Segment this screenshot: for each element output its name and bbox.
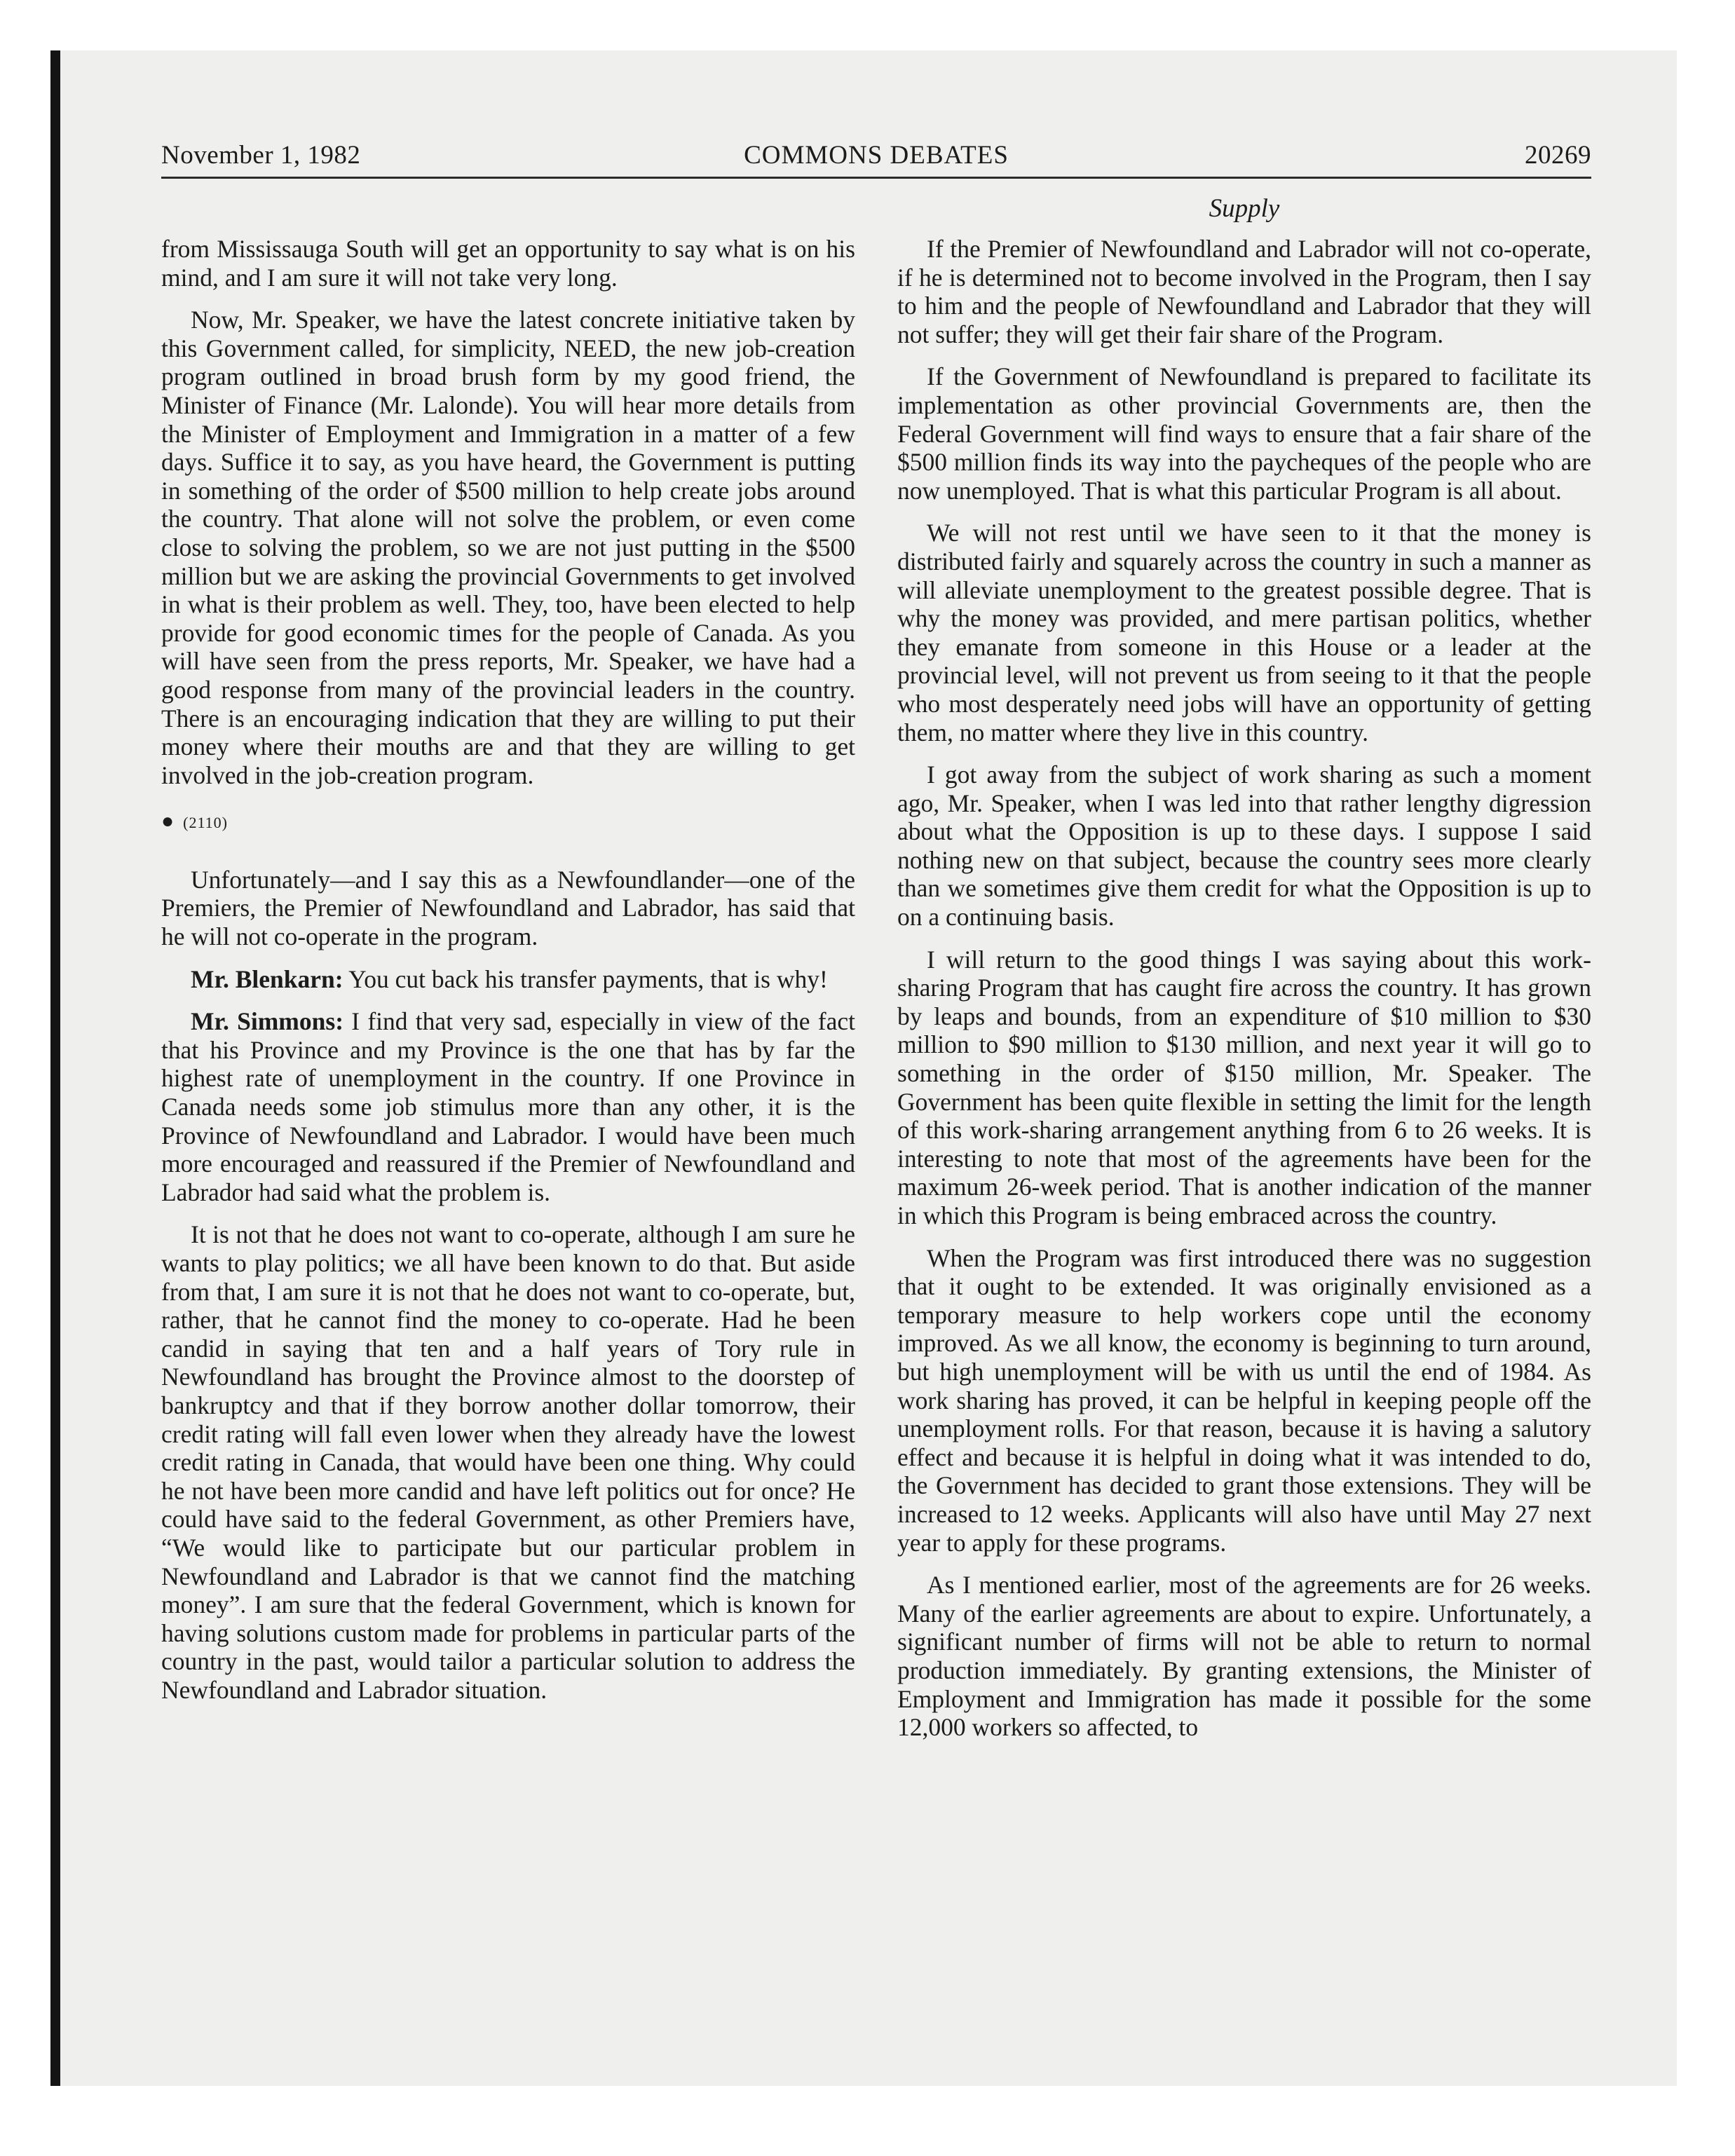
section-title: Supply xyxy=(1209,194,1280,223)
left-column xyxy=(161,235,855,1719)
bullet-icon: ● xyxy=(161,810,175,833)
paragraph: If the Government of Newfoundland is prepared to facilitate its implementation as other provincial Governments are, then the Federal Government will find ways to ensure that a fair share of the $500 million finds its way into the paycheques of the people who are now unemployed. That is what this particular Program is all about. xyxy=(897,362,1591,505)
paragraph: As I mentioned earlier, most of the agreements are for 26 weeks. Many of the earlier agreements are about to expire. Unfortunately, a significant number of firms will not be able to return to normal production immediately. By granting extensions, the Minister of Employment and Immigration has made it possible for the some 12,000 workers so affected, to xyxy=(897,1571,1591,1742)
right-column xyxy=(897,235,1591,1756)
paragraph: We will not rest until we have seen to it that the money is distributed fairly and squarely across the country in such a manner as will alleviate unemployment to the greatest possible degree. That is why the money was provided, and mere partisan politics, whether they emanate from someone in this House or a leader at the provincial level, will not prevent us from seeing to it that the people who most desperately need jobs will have an opportunity of getting them, no matter where they live in this country. xyxy=(897,519,1591,746)
time-marker xyxy=(161,807,855,838)
paragraph: When the Program was first introduced there was no suggestion that it ought to be extended. It was originally envisioned as a temporary measure to help workers cope until the economy improved. As we all know, the economy is beginning to turn around, but high unemployment will be with us until the end of 1984. As work sharing has proved, it can be helpful in keeping people off the unemployment rolls. For that reason, because it is having a salutory effect and because it is helpful in doing what it was intended to do, the Government has decided to grant those extensions. They will be increased to 12 weeks. Applicants will also have until May 27 next year to apply for these programs. xyxy=(897,1243,1591,1557)
paragraph: from Mississauga South will get an opportunity to say what is on his mind, and I am sure it will not take very long. xyxy=(161,235,855,292)
header-title: COMMONS DEBATES xyxy=(744,141,1009,170)
speech-paragraph xyxy=(161,965,855,994)
speech-paragraph xyxy=(161,1007,855,1206)
header-page-number: 20269 xyxy=(1525,141,1591,170)
header-date: November 1, 1982 xyxy=(161,141,361,170)
paragraph: I got away from the subject of work sharing as such a moment ago, Mr. Speaker, when I was led into that rather lengthy digression about what the Opposition is up to these days. I suppose I said nothing new on that subject, because the country sees more clearly than we sometimes give them credit for what the Opposition is up to on a continuing basis. xyxy=(897,760,1591,932)
time-marker-label: (2110) xyxy=(183,814,228,832)
paragraph: Unfortunately—and I say this as a Newfoundlander—one of the Premiers, the Premier of Newfoundland and Labrador, has said that he will not co-operate in the program. xyxy=(161,865,855,951)
speech-text: You cut back his transfer payments, that is why! xyxy=(343,964,828,993)
speech-text: I find that very sad, especially in view of the fact that his Province and my Province is the one that has by far the highest rate of unemployment in the country. If one Province in Canada needs some job stimulus more than any other, it is the Province of Newfoundland and Labrador. I would have been much more encouraged and reassured if the Premier of Newfoundland and Labrador had said what the problem is. xyxy=(161,1007,855,1206)
paragraph: I will return to the good things I was saying about this work-sharing Program that has caught fire across the country. It has grown by leaps and bounds, from an expenditure of $10 million to $30 million to $90 million to $130 million, and next year it will go to something in the order of $150 million, Mr. Speaker. The Government has been quite flexible in setting the limit for the length of this work-sharing arrangement anything from 6 to 26 weeks. It is interesting to note that most of the agreements have been for the maximum 26-week period. That is another indication of the manner in which this Program is being embraced across the country. xyxy=(897,945,1591,1229)
speaker-name: Mr. Simmons: xyxy=(191,1007,344,1036)
running-header xyxy=(161,139,1591,179)
paragraph: If the Premier of Newfoundland and Labrador will not co-operate, if he is determined not to become involved in the Program, then I say to him and the people of Newfoundland and Labrador that they will not suffer; they will get their fair share of the Program. xyxy=(897,235,1591,348)
binding-edge xyxy=(50,50,60,2086)
paragraph: Now, Mr. Speaker, we have the latest concrete initiative taken by this Government called, for simplicity, NEED, the new job-creation program outlined in broad brush form by my good friend, the Minister of Finance (Mr. Lalonde). You will hear more details from the Minister of Employment and Immigration in a matter of a few days. Suffice it to say, as you have heard, the Government is putting in something of the order of $500 million to help create jobs around the country. That alone will not solve the problem, or even come close to solving the problem, so we are not just putting in the $500 million but we are asking the provincial Governments to get involved in what is their problem as well. They, too, have been elected to help provide for good economic times for the people of Canada. As you will have seen from the press reports, Mr. Speaker, we have had a good response from many of the provincial leaders in the country. There is an encouraging indication that they are willing to put their money where their mouths are and that they are willing to get involved in the job-creation program. xyxy=(161,306,855,789)
paragraph: It is not that he does not want to co-operate, although I am sure he wants to play politics; we all have been known to do that. But aside from that, I am sure it is not that he does not want to co-operate, but, rather, that he cannot find the money to co-operate. Had he been candid in saying that ten and a half years of Tory rule in Newfoundland has brought the Province almost to the doorstep of bankruptcy and that if they borrow another dollar tomorrow, their credit rating will fall even lower when they already have the lowest credit rating in Canada, that would have been one thing. Why could he not have been more candid and have left politics out for once? He could have said to the federal Government, as other Premiers have, “We would like to participate but our particular problem in Newfoundland and Labrador is that we cannot find the matching money”. I am sure that the federal Government, which is known for having solutions custom made for problems in particular parts of the country in the past, would tailor a particular solution to address the Newfoundland and Labrador situation. xyxy=(161,1220,855,1704)
speaker-name: Mr. Blenkarn: xyxy=(191,964,343,993)
